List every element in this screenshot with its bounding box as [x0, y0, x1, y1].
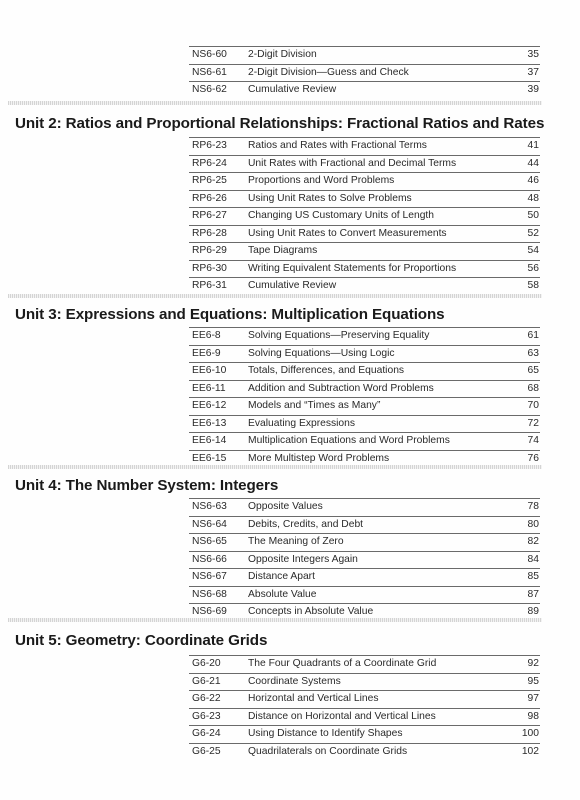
- lesson-row: [189, 432, 540, 450]
- section-divider: [8, 465, 542, 469]
- lesson-row: [189, 277, 540, 295]
- lesson-title: Multiplication Equations and Word Problems: [248, 435, 450, 446]
- unit-title: Unit 5: Geometry: Coordinate Grids: [15, 632, 268, 649]
- lesson-row: [189, 533, 540, 551]
- lesson-code: RP6-26: [192, 192, 227, 204]
- page-number: 70: [527, 400, 539, 411]
- lesson-title: Using Distance to Identify Shapes: [248, 728, 403, 739]
- lesson-row: [189, 242, 540, 260]
- page-number: 58: [527, 280, 539, 291]
- lesson-title: Using Unit Rates to Solve Problems: [248, 192, 412, 204]
- section-divider: [8, 101, 542, 105]
- lesson-title: Tape Diagrams: [248, 245, 318, 256]
- lesson-list: [189, 327, 540, 467]
- lesson-code: G6-24: [192, 728, 221, 739]
- lesson-row: [189, 516, 540, 534]
- page-number: 63: [527, 347, 539, 359]
- lesson-title: Horizontal and Vertical Lines: [248, 693, 379, 704]
- lesson-code: NS6-61: [192, 66, 227, 78]
- lesson-row: [189, 137, 540, 155]
- lesson-row: [189, 586, 540, 604]
- lesson-row: [189, 81, 540, 99]
- page-number: 61: [527, 330, 539, 341]
- page-number: 50: [527, 210, 539, 221]
- lesson-title: 2-Digit Division—Guess and Check: [248, 66, 409, 78]
- lesson-list: [189, 655, 540, 760]
- lesson-row: [189, 362, 540, 380]
- lesson-row: [189, 415, 540, 433]
- lesson-code: RP6-31: [192, 280, 227, 291]
- lesson-row: [189, 673, 540, 691]
- page-number: 84: [527, 553, 539, 565]
- lesson-title: Solving Equations—Preserving Equality: [248, 330, 430, 341]
- lesson-row: [189, 225, 540, 243]
- lesson-row: [189, 260, 540, 278]
- lesson-title: Cumulative Review: [248, 280, 337, 291]
- lesson-row: [189, 172, 540, 190]
- page-number: 44: [527, 157, 539, 169]
- lesson-code: RP6-28: [192, 227, 227, 239]
- lesson-title: Ratios and Rates with Fractional Terms: [248, 140, 427, 151]
- lesson-title: Solving Equations—Using Logic: [248, 347, 395, 359]
- page-number: 48: [527, 192, 539, 204]
- lesson-code: NS6-60: [192, 49, 227, 60]
- lesson-title: The Four Quadrants of a Coordinate Grid: [248, 658, 437, 669]
- lesson-title: Coordinate Systems: [248, 675, 341, 687]
- lesson-title: Using Unit Rates to Convert Measurements: [248, 227, 447, 239]
- lesson-title: Totals, Differences, and Equations: [248, 365, 405, 376]
- lesson-title: Models and “Times as Many”: [248, 400, 381, 411]
- page-number: 52: [527, 227, 539, 239]
- unit-title: Unit 4: The Number System: Integers: [15, 477, 279, 494]
- lesson-row: [189, 743, 540, 761]
- unit-title: Unit 2: Ratios and Proportional Relationships: Fractional Ratios and Rates: [15, 115, 545, 132]
- section-divider: [8, 294, 542, 298]
- lesson-code: EE6-11: [192, 382, 226, 394]
- lesson-code: EE6-14: [192, 435, 227, 446]
- lesson-code: NS6-68: [192, 588, 227, 600]
- unit-title: Unit 3: Expressions and Equations: Multiplication Equations: [15, 306, 445, 323]
- lesson-code: EE6-15: [192, 452, 227, 464]
- lesson-code: NS6-69: [192, 606, 227, 617]
- lesson-row: [189, 64, 540, 82]
- page-number: 72: [527, 417, 539, 429]
- lesson-code: NS6-62: [192, 84, 227, 95]
- lesson-title: The Meaning of Zero: [248, 536, 344, 547]
- page-number: 87: [527, 588, 539, 600]
- page-number: 78: [527, 501, 539, 512]
- lesson-row: [189, 725, 540, 743]
- lesson-code: NS6-64: [192, 518, 227, 530]
- lesson-title: Debits, Credits, and Debt: [248, 518, 364, 530]
- lesson-title: Writing Equivalent Statements for Proportions: [248, 262, 457, 274]
- page-number: 54: [527, 245, 539, 256]
- lesson-row: [189, 207, 540, 225]
- page-number: 102: [521, 745, 539, 757]
- lesson-row: [189, 190, 540, 208]
- page-number: 74: [527, 435, 539, 446]
- page-number: 100: [521, 728, 539, 739]
- lesson-row: [189, 568, 540, 586]
- lesson-code: G6-25: [192, 745, 221, 757]
- lesson-code: RP6-24: [192, 157, 227, 169]
- lesson-title: Addition and Subtraction Word Problems: [248, 382, 434, 394]
- page-number: 46: [527, 175, 539, 186]
- lesson-title: Unit Rates with Fractional and Decimal Terms: [248, 157, 457, 169]
- lesson-title: Changing US Customary Units of Length: [248, 210, 435, 221]
- lesson-code: NS6-65: [192, 536, 227, 547]
- lesson-code: EE6-10: [192, 365, 227, 376]
- lesson-title: Concepts in Absolute Value: [248, 606, 374, 617]
- page-number: 56: [527, 262, 539, 274]
- lesson-code: EE6-12: [192, 400, 227, 411]
- page-number: 89: [527, 606, 539, 617]
- lesson-code: G6-23: [192, 710, 221, 722]
- page-number: 41: [527, 140, 539, 151]
- page-number: 68: [527, 382, 539, 394]
- lesson-code: RP6-25: [192, 175, 227, 186]
- lesson-code: G6-22: [192, 693, 221, 704]
- page-number: 39: [527, 84, 539, 95]
- lesson-code: NS6-66: [192, 553, 227, 565]
- lesson-code: RP6-23: [192, 140, 227, 151]
- page-number: 35: [527, 49, 539, 60]
- page-number: 76: [527, 452, 539, 464]
- lesson-title: More Multistep Word Problems: [248, 452, 390, 464]
- page-number: 65: [527, 365, 539, 376]
- lesson-title: Opposite Values: [248, 501, 323, 512]
- lesson-row: [189, 46, 540, 64]
- lesson-row: [189, 380, 540, 398]
- lesson-title: Quadrilaterals on Coordinate Grids: [248, 745, 408, 757]
- lesson-title: Evaluating Expressions: [248, 417, 356, 429]
- lesson-row: [189, 655, 540, 673]
- page-number: 98: [527, 710, 539, 722]
- lesson-row: [189, 155, 540, 173]
- page-number: 85: [527, 571, 539, 582]
- section-divider: [8, 618, 542, 622]
- lesson-row: [189, 498, 540, 516]
- lesson-code: EE6-9: [192, 347, 221, 359]
- lesson-list: [189, 137, 540, 295]
- lesson-title: Cumulative Review: [248, 84, 337, 95]
- lesson-list: [189, 498, 540, 621]
- page-number: 97: [527, 693, 539, 704]
- page-number: 95: [527, 675, 539, 687]
- lesson-title: Distance Apart: [248, 571, 315, 582]
- lesson-code: G6-20: [192, 658, 221, 669]
- lesson-code: EE6-8: [192, 330, 221, 341]
- lesson-code: NS6-63: [192, 501, 227, 512]
- lesson-row: [189, 551, 540, 569]
- lesson-title: Proportions and Word Problems: [248, 175, 395, 186]
- lesson-row: [189, 690, 540, 708]
- lesson-title: Absolute Value: [248, 588, 317, 600]
- lesson-title: Distance on Horizontal and Vertical Lines: [248, 710, 436, 722]
- lesson-code: NS6-67: [192, 571, 227, 582]
- lesson-code: RP6-29: [192, 245, 227, 256]
- lesson-code: G6-21: [192, 675, 221, 687]
- lesson-code: EE6-13: [192, 417, 227, 429]
- lesson-title: Opposite Integers Again: [248, 553, 358, 565]
- lesson-list: [189, 46, 540, 99]
- page-number: 80: [527, 518, 539, 530]
- lesson-code: RP6-27: [192, 210, 227, 221]
- lesson-code: RP6-30: [192, 262, 227, 274]
- lesson-row: [189, 708, 540, 726]
- lesson-row: [189, 397, 540, 415]
- page-number: 82: [527, 536, 539, 547]
- page-number: 92: [527, 658, 539, 669]
- page-number: 37: [527, 66, 539, 78]
- lesson-title: 2-Digit Division: [248, 49, 317, 60]
- lesson-row: [189, 345, 540, 363]
- lesson-row: [189, 327, 540, 345]
